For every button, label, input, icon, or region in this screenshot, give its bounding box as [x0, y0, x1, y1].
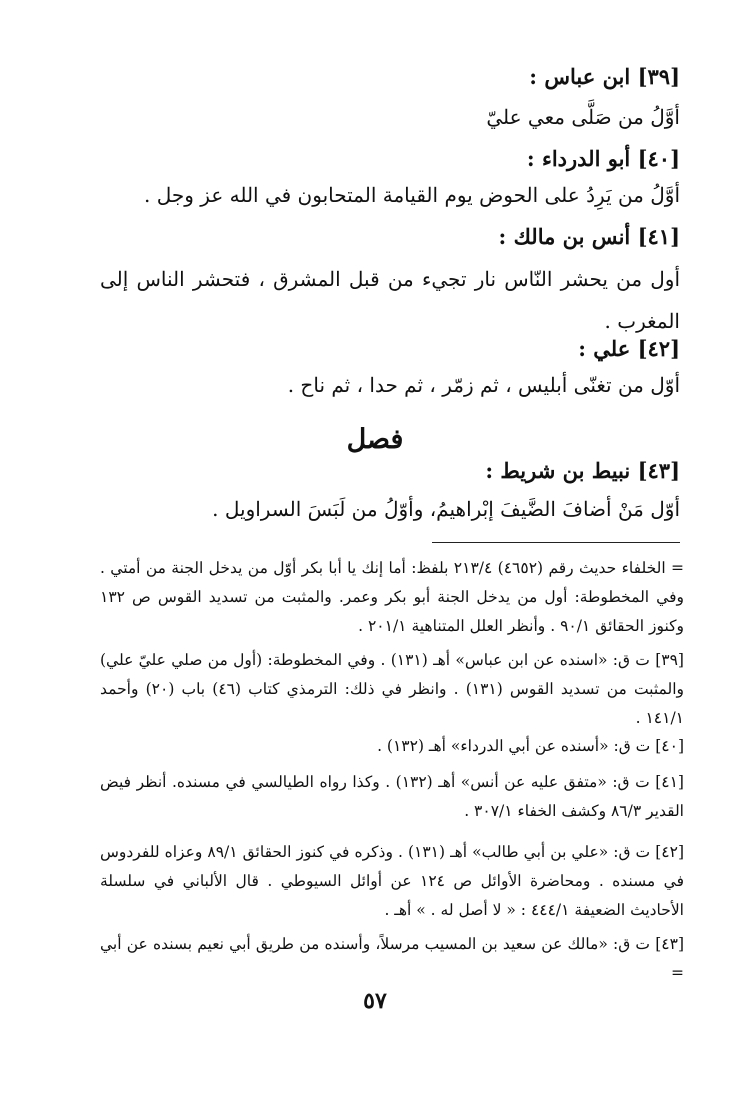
footnote-number: [٤٣]: [655, 935, 684, 953]
footnote-text: ت ق: «أسنده عن أبي الدرداء» أهـ (١٣٢) .: [377, 737, 651, 755]
entry-name: علي :: [578, 336, 631, 361]
footnote-41: [100, 768, 684, 826]
footnote-43: [100, 930, 684, 988]
entry-42: [100, 334, 680, 404]
entry-text: أوّل مَنْ أضافَ الضَّيفَ إبْراهيمُ، وأوّلُ من لَبَسَ السراويل .: [212, 497, 680, 521]
footnote-separator: [432, 542, 680, 543]
entry-number: [٣٩]: [637, 64, 680, 89]
entry-name: نبيط بن شريط :: [485, 458, 631, 483]
entry-number: [٤٢]: [637, 336, 680, 361]
entry-number: [٤٠]: [637, 146, 680, 171]
entry-43: [100, 456, 680, 528]
footnote-text: ت ق: «متفق عليه عن أنس» أهـ (١٣٢) . وكذا رواه الطيالسي في مسنده. أنظر فيض القدير ٨٦/٣ وكشف الخفاء ٣٠٧/١ .: [100, 773, 684, 820]
entry-name: أنس بن مالك :: [498, 224, 631, 249]
entry-heading: [100, 144, 680, 174]
footnote-42: [100, 838, 684, 925]
entry-text: أوَّلُ من يَرِدُ على الحوض يوم القيامة المتحابون في الله عز وجل .: [144, 183, 680, 207]
entry-name: أبو الدرداء :: [526, 146, 631, 171]
entry-39: [100, 62, 680, 136]
entry-heading: [100, 456, 680, 486]
footnote-text: ت ق: «علي بن أبي طالب» أهـ (١٣١) . وذكره في كنوز الحقائق ٨٩/١ وعزاه للفردوس في مسنده . ومحاضرة الأوائل ص ١٢٤ عن أوائل السيوطي . قال الألباني في سلسلة الأحاديث الضعيفة ٤٤٤/١ : « لا أصل له . » أهـ .: [100, 843, 685, 919]
entry-number: [٤٣]: [637, 458, 680, 483]
section-title: فصل: [346, 424, 404, 455]
footnote-number: [٤١]: [655, 773, 684, 791]
entry-text: أوَّلُ من صَلَّى معي عليّ: [486, 105, 680, 129]
page-number: ٥٧: [363, 988, 387, 1014]
footnote-40: [100, 732, 684, 761]
entry-name: ابن عباس :: [529, 64, 631, 89]
footnote-text: الخلفاء حديث رقم (٤٦٥٢) ٢١٣/٤ بلفظ: أما إنك يا أبا بكر أوّل من يدخل الجنة من أمتي . وفي المخطوطة: أول من يدخل الجنة أبو بكر وعمر. والمثبت من تسديد القوس ص ١٣٢ وكنوز الحقائق ٩٠/١ . وأنظر العلل المتناهية ٢٠١/١ .: [100, 559, 684, 635]
entry-heading: [100, 62, 680, 92]
footnote-text: ت ق: «مالك عن سعيد بن المسيب مرسلاً، وأسنده من طريق أبي نعيم بسنده عن أبي =: [100, 935, 684, 982]
entry-heading: [100, 334, 680, 364]
footnote-number: [٣٩]: [655, 651, 684, 669]
footnote-marker: =: [671, 559, 684, 577]
footnote-number: [٤٠]: [655, 737, 684, 755]
entry-text: أول من يحشر النّاس نار تجيء من قبل المشرق ، فتحشر الناس إلى المغرب .: [100, 267, 680, 333]
entry-heading: [100, 222, 680, 252]
entry-41: [100, 222, 680, 342]
footnote-39: [100, 646, 684, 733]
entry-number: [٤١]: [637, 224, 680, 249]
entry-text: أوّل من تغنّى أبليس ، ثم زمّر ، ثم حدا ، ثم ناح .: [287, 373, 680, 397]
footnote-text: ت ق: «اسنده عن ابن عباس» أهـ (١٣١) . وفي المخطوطة: (أول من صلي عليّ علي) والمثبت من تسديد القوس (١٣١) . وانظر في ذلك: الترمذي كتاب (٤٦) باب (٢٠) وأحمد ١٤١/١ .: [100, 651, 684, 727]
entry-40: [100, 144, 680, 214]
footnote-number: [٤٢]: [655, 843, 684, 861]
footnote-continuation: [100, 554, 684, 641]
